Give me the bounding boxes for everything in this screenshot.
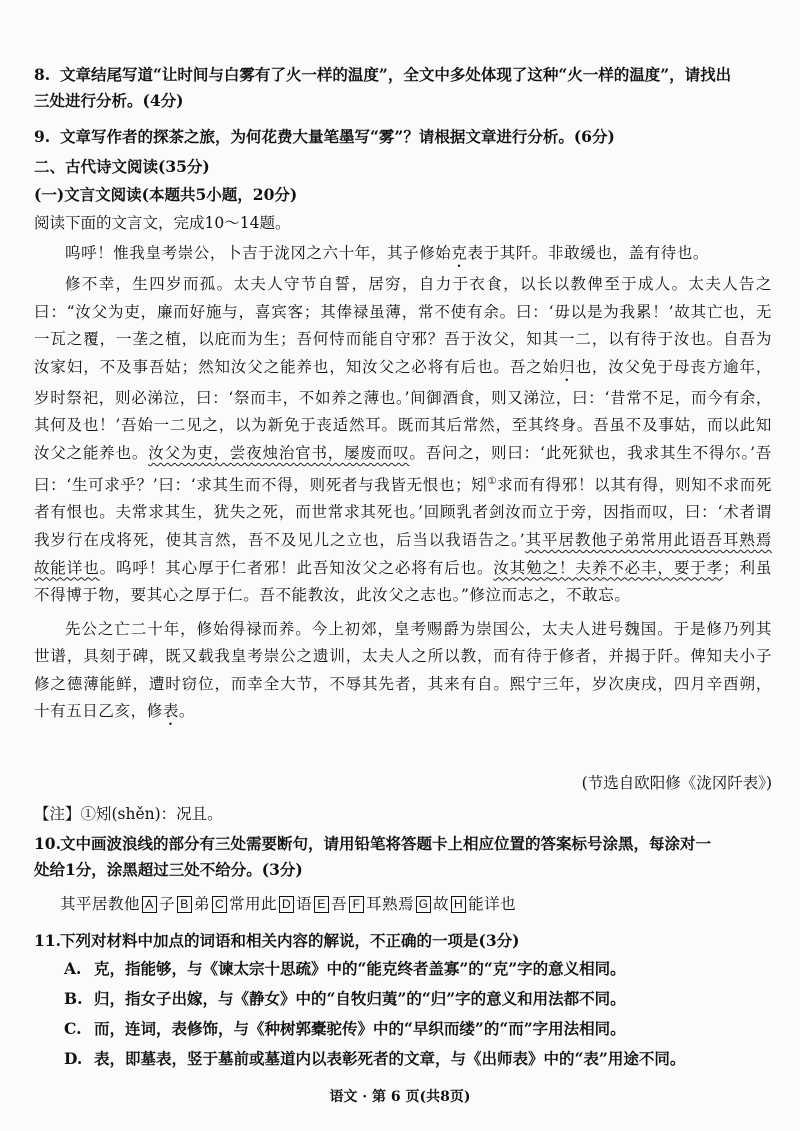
answer-boxes-sentence (34, 891, 772, 917)
answer-box-h[interactable]: H (451, 896, 466, 913)
question-11 (34, 928, 772, 1074)
question-9 (34, 124, 772, 150)
passage-text: ；利虽不得博于物，要其心之厚于仁。吾不能教汝，此汝父之志也。”修泣而志之，不敢忘。 (34, 558, 772, 605)
question-text-cont: 三处进行分析。(4分) (34, 91, 184, 110)
dotted-word: 表 (162, 702, 179, 721)
option-a (34, 954, 772, 984)
option-c (34, 1014, 772, 1044)
passage-text: 表于其阡。非敢缓也，盖有待也。 (467, 244, 710, 262)
question-text-cont: 处给1分，涂黑超过三处不给分。(3分) (34, 860, 303, 879)
option-text: 归，指女子出嫁，与《静女》中的“自牧归荑”的“归”字的意义和用法都不同。 (94, 989, 626, 1008)
option-text: 表，即墓表，竖于墓前或墓道内以表彰死者的文章，与《出师表》中的“表”用途不同。 (94, 1049, 686, 1068)
question-text: 下列对材料中加点的词语和相关内容的解说，不正确的一项是(3分) (60, 931, 520, 950)
source-block (34, 770, 772, 796)
passage-text: 。呜呼！其心厚于仁者邪！此吾知汝父之必将有后也。 (99, 558, 494, 577)
question-8 (34, 62, 772, 114)
answer-box-a[interactable]: A (142, 896, 157, 913)
answer-box-d[interactable]: D (279, 896, 294, 913)
option-label: A. (64, 959, 82, 978)
wavy-line-sentence: 其平居教他子弟常用此语吾耳熟焉故能详也 (34, 530, 772, 577)
reading-instruction: 阅读下面的文言文，完成10～14题。 (34, 214, 291, 232)
answer-box-e[interactable]: E (314, 896, 329, 913)
option-label: C. (64, 1019, 82, 1038)
note-block (34, 801, 772, 827)
question-text: 文中画波浪线的部分有三处需要断句，请用铅笔将答题卡上相应位置的答案标号涂黑，每涂对一 (60, 834, 712, 853)
sentence-segment: 能详也 (468, 895, 517, 913)
question-10 (34, 831, 772, 917)
option-d (34, 1044, 772, 1074)
sentence-segment: 子 (159, 895, 176, 913)
answer-box-g[interactable]: G (416, 896, 431, 913)
sentence-segment: 吾 (331, 895, 348, 913)
classical-passage (34, 240, 772, 729)
option-text: 而，连词，表修饰，与《种树郭橐驼传》中的“早织而缕”的“而”字用法相同。 (94, 1019, 626, 1038)
passage-source: (节选自欧阳修《泷冈阡表》) (581, 774, 772, 792)
passage-paragraph-1 (34, 240, 772, 271)
sentence-segment: 耳熟焉 (366, 895, 415, 913)
question-number: 11. (34, 931, 61, 950)
dotted-word: 归 (559, 357, 576, 376)
passage-text: 。吾问之，则曰：‘此死狱也，我求其生不得尔。’吾曰：‘生可求乎？’曰：‘求其生而不得，则死者与我皆无恨也；矧 (34, 443, 772, 494)
sentence-segment: 其平居教他 (60, 895, 141, 913)
answer-box-f[interactable]: F (349, 896, 364, 913)
wavy-underlined-text: 汝其勉之！夫养不必丰，要于孝 (493, 558, 724, 577)
passage-text: 也，汝父免于母丧方逾年，岁时祭祀，则必涕泣，曰：‘祭而丰，不如养之薄也。’间御酒食，则又涕泣，曰：‘昔常不足，而今有余，其何及也！’吾始一二见之，以为新免于丧适然耳。既而其后常然，至其终身。吾虽不及事姑，而以此知汝父之能养也。 (34, 357, 773, 462)
question-number: 8. (34, 65, 51, 84)
passage-text: 修不幸，生四岁而孤。太夫人守节自誓，居穷，自力于衣食，以长以教俾至于成人。太夫人告之曰：“汝父为吏，廉而好施与，喜宾客；其俸禄虽薄，常不使有余。曰：‘毋以是为我累！’故其亡也，无一瓦之覆，一垄之植，以庇而为生；吾何恃而能自守邪？吾于汝父，知其一二，以有待于汝也。自吾为汝家妇，不及事吾姑；然知汝父之能养也，知汝父之必将有后也。吾之始 (34, 275, 772, 376)
question-number: 9. (34, 127, 51, 146)
footnote-marker: ① (487, 475, 498, 487)
sentence-segment: 语 (296, 895, 313, 913)
passage-paragraph-2 (34, 271, 772, 610)
sentence-segment: 弟 (194, 895, 211, 913)
section-heading-block (34, 154, 772, 236)
option-text: 克，指能够，与《谏太宗十思疏》中的“能克终者盖寡”的“克”字的意义相同。 (94, 959, 626, 978)
answer-box-b[interactable]: B (177, 896, 192, 913)
option-label: D. (64, 1049, 83, 1068)
question-text: 文章结尾写道“让时间与白雾有了火一样的温度”，全文中多处体现了这种“火一样的温度”，请找出 (60, 65, 732, 84)
question-number: 10. (34, 834, 61, 853)
option-b (34, 984, 772, 1014)
page-footer: 语文 · 第 6 页(共8页) (329, 1089, 471, 1105)
sentence-segment: 常用此 (229, 895, 278, 913)
footnote: 【注】①矧(shěn)：况且。 (34, 805, 223, 823)
passage-text: 。 (178, 702, 196, 721)
question-text: 文章写作者的探茶之旅，为何花费大量笔墨写“雾”？请根据文章进行分析。(6分) (60, 127, 615, 146)
section-heading: 二、古代诗文阅读(35分) (34, 157, 210, 176)
passage-text: 先公之亡二十年，修始得禄而养。今上初郊，皇考赐爵为崇国公，太夫人进号魏国。于是修乃列其世谱，具刻于碑，既又载我皇考崇公之遗训，太夫人之所以教，而有待于修者，并揭于阡。俾知夫小子修之德薄能鲜，遭时窃位，而幸全大节，不辱其先者，其来有自。熙宁三年，岁次庚戌，四月辛酉朔，十有五日乙亥，修 (34, 619, 772, 721)
subsection-heading: (一)文言文阅读(本题共5小题，20分) (34, 185, 298, 204)
passage-paragraph-3 (34, 616, 772, 730)
passage-text: 呜呼！惟我皇考崇公，卜吉于泷冈之六十年，其子修始 (65, 244, 452, 262)
answer-box-c[interactable]: C (212, 896, 227, 913)
dotted-word: 克 (451, 244, 468, 262)
option-label: B. (64, 989, 83, 1008)
sentence-segment: 故 (433, 895, 450, 913)
passage-text: 求而有得邪！以其有得，则知不求而死者有恨也。夫常求其生，犹失之死，而世常求其死也。’回顾乳者剑汝而立于旁，因指而叹，曰：‘术者谓我岁行在戌将死，使其言然，吾不及见儿之立也，后当以我语告之。’ (34, 475, 772, 549)
wavy-underlined-text: 汝父为吏，尝夜烛治官书，屡废而叹 (148, 443, 410, 462)
